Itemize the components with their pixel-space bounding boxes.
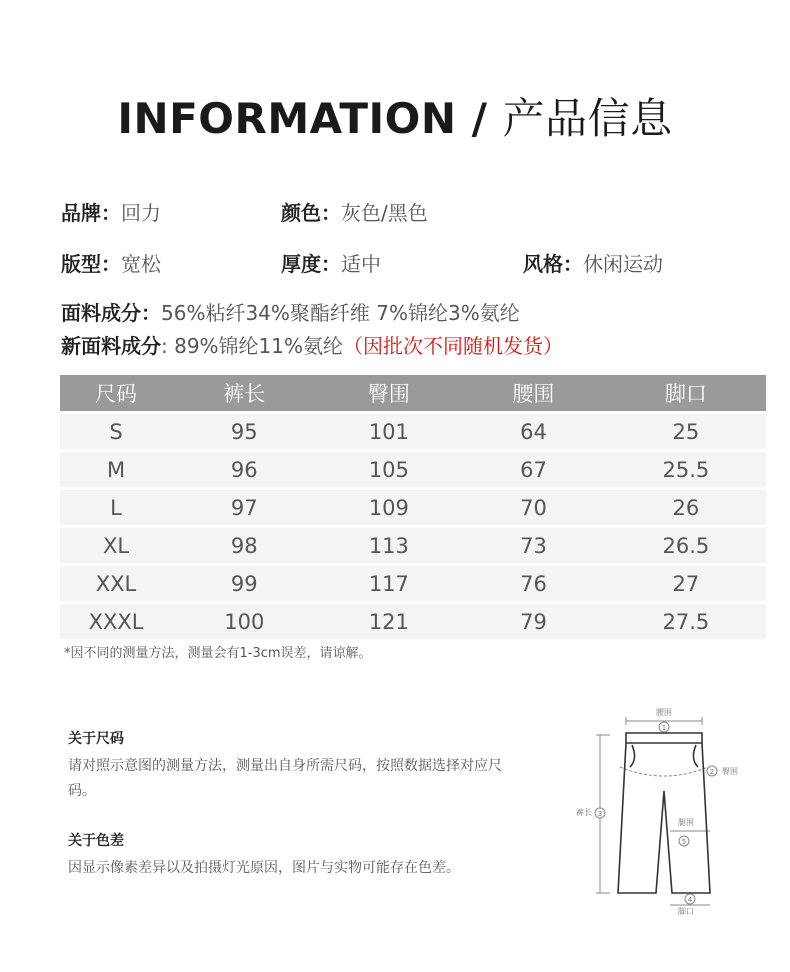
length-label: 裤长 (576, 808, 592, 817)
cell-length: 99 (172, 566, 317, 601)
cell-length: 98 (172, 528, 317, 563)
attr-color (281, 197, 428, 226)
thigh-label: 腿围 (678, 818, 694, 827)
measure-note: *因不同的测量方法，测量会有1-3cm误差，请谅解。 (64, 646, 372, 661)
cell-length: 97 (172, 490, 317, 525)
new-fabric-line (61, 330, 563, 359)
cell-waist: 79 (461, 604, 606, 639)
cell-hip: 109 (317, 490, 462, 525)
cell-hem: 25 (606, 414, 766, 449)
cell-waist: 67 (461, 452, 606, 487)
fabric-label: 面料成分： (61, 301, 161, 325)
page-title (0, 86, 790, 146)
header-size: 尺码 (60, 375, 172, 411)
header-length: 裤长 (172, 375, 317, 411)
marker-2-num: 2 (709, 768, 715, 776)
table-header-row (60, 375, 766, 411)
pants-outline (618, 733, 710, 893)
cell-size: XXL (60, 566, 172, 601)
table-row (60, 452, 766, 487)
table-row (60, 490, 766, 525)
cell-length: 95 (172, 414, 317, 449)
table-row (60, 414, 766, 449)
attr-thickness (281, 248, 381, 277)
marker-1-num: 1 (661, 724, 667, 732)
attr-fit (61, 248, 161, 277)
attr-label: 品牌： (61, 201, 121, 225)
table-row (60, 528, 766, 563)
table-row (60, 566, 766, 601)
header-hem: 脚口 (606, 375, 766, 411)
table-row (60, 604, 766, 639)
cell-hem: 27 (606, 566, 766, 601)
batch-note: （因批次不同随机发货） (343, 334, 564, 358)
fabric-value: 56%粘纤34%聚酯纤维 7%锦纶3%氨纶 (161, 301, 520, 325)
title-separator: / (456, 94, 503, 143)
hip-measure-line (620, 767, 708, 776)
cell-size: S (60, 414, 172, 449)
header-hip: 臀围 (317, 375, 462, 411)
attr-value: 宽松 (121, 252, 161, 276)
new-fabric-value: : 89%锦纶11%氨纶 (161, 334, 344, 358)
hem-label: 脚口 (678, 907, 694, 916)
about-size-body: 请对照示意图的测量方法，测量出自身所需尺码，按照数据选择对应尺码。 (68, 758, 502, 799)
title-cn: 产品信息 (502, 94, 673, 143)
hip-label: 臀围 (722, 767, 738, 776)
cell-waist: 76 (461, 566, 606, 601)
attr-label: 版型： (61, 252, 121, 276)
attr-value: 适中 (341, 252, 381, 276)
cell-hip: 117 (317, 566, 462, 601)
cell-hip: 101 (317, 414, 462, 449)
size-table (60, 372, 766, 642)
title-en: INFORMATION (117, 94, 457, 143)
cell-length: 100 (172, 604, 317, 639)
pants-measurement-diagram (560, 705, 750, 920)
header-waist: 腰围 (461, 375, 606, 411)
cell-length: 96 (172, 452, 317, 487)
attr-style (523, 248, 663, 277)
cell-hem: 25.5 (606, 452, 766, 487)
attr-label: 风格： (523, 252, 583, 276)
cell-hip: 113 (317, 528, 462, 563)
attr-value: 回力 (121, 201, 161, 225)
attr-value: 灰色/黑色 (341, 201, 428, 225)
cell-size: XXXL (60, 604, 172, 639)
attr-label: 厚度： (281, 252, 341, 276)
cell-size: XL (60, 528, 172, 563)
cell-size: L (60, 490, 172, 525)
cell-hip: 105 (317, 452, 462, 487)
cell-hem: 26 (606, 490, 766, 525)
cell-waist: 64 (461, 414, 606, 449)
marker-4-num: 4 (687, 896, 693, 904)
marker-3-num: 3 (597, 810, 603, 818)
about-size-title: 关于尺码 (68, 731, 124, 747)
new-fabric-label: 新面料成分 (61, 334, 161, 358)
cell-hem: 27.5 (606, 604, 766, 639)
attr-label: 颜色： (281, 201, 341, 225)
attr-value: 休闲运动 (583, 252, 663, 276)
attr-brand (61, 197, 161, 226)
fabric-line (61, 297, 520, 326)
cell-waist: 70 (461, 490, 606, 525)
cell-waist: 73 (461, 528, 606, 563)
marker-5-num: 5 (681, 838, 687, 846)
cell-hem: 26.5 (606, 528, 766, 563)
about-color-title: 关于色差 (68, 833, 124, 849)
cell-hip: 121 (317, 604, 462, 639)
waist-label: 腰围 (656, 708, 672, 717)
cell-size: M (60, 452, 172, 487)
about-color-body: 因显示像素差异以及拍摄灯光原因，图片与实物可能存在色差。 (68, 860, 460, 876)
